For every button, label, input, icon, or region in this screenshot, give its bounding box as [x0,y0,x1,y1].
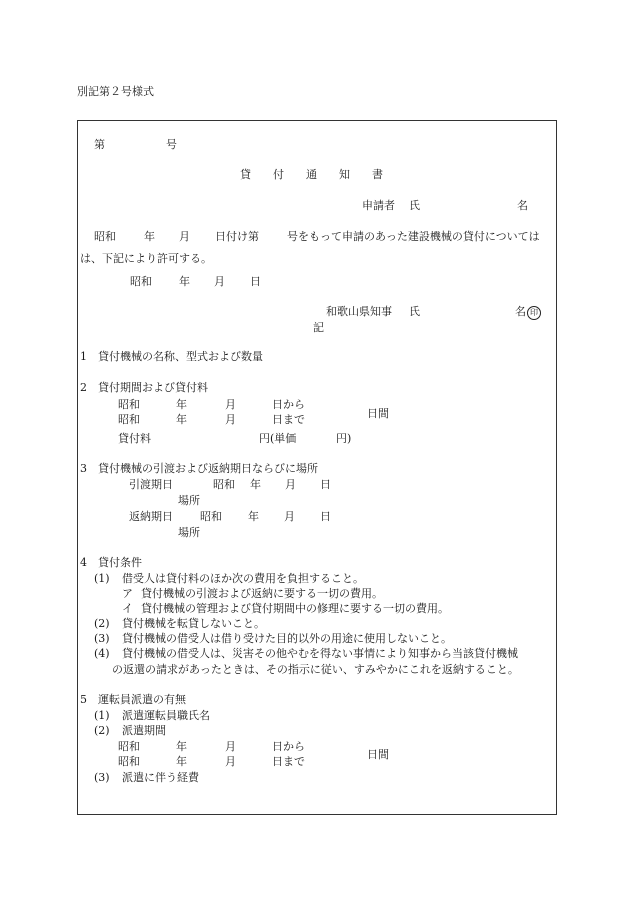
s2-from-suffix: 日から [272,398,305,411]
section-3-num: 3 [80,462,87,475]
s4-item-2-text: 貸付機械を転貸しないこと。 [122,617,265,630]
number-suffix: 号 [166,138,177,151]
s5-item-3-num: (3) [94,771,110,784]
s3-delivery-day: 日 [320,478,331,491]
intro-line2: は、下記により許可する。 [80,252,212,265]
s5-item-2-num: (2) [94,724,110,737]
s5-item-3-text: 派遣に伴う経費 [122,771,199,784]
intro-era: 昭和 [94,230,116,243]
section-4-num: 4 [80,556,87,569]
s4-item-a-text: 貸付機械の引渡および返納に要する一切の費用。 [141,587,383,600]
intro-month: 月 [179,230,190,243]
s2-fee-close: 円) [336,432,352,445]
s4-item-i-num: イ [122,602,133,615]
s4-item-2-num: (2) [94,617,110,630]
governor-shi: 氏 [409,305,420,318]
section-1-title: 貸付機械の名称、型式および数量 [98,350,263,363]
s4-item-4-num: (4) [94,647,110,660]
s3-return-label: 返納期日 [129,510,173,523]
issue-era: 昭和 [130,275,152,288]
s2-to-year: 年 [176,413,187,426]
applicant-label: 申請者 [362,199,395,212]
s5-item-1-num: (1) [94,709,110,722]
s5-item-2-text: 派遣期間 [122,724,166,737]
section-5-title: 運転員派遣の有無 [98,693,186,706]
section-2-title: 貸付期間および貸付料 [98,381,208,394]
intro-year: 年 [144,230,155,243]
s5-from-year: 年 [176,740,187,753]
issue-day: 日 [250,275,261,288]
s5-from-month: 月 [225,740,236,753]
s4-item-1-num: (1) [94,572,110,585]
s5-item-1-text: 派遣運転員職氏名 [122,709,210,722]
governor-title: 和歌山県知事 [326,305,392,318]
s3-return-month: 月 [284,510,295,523]
issue-month: 月 [214,275,225,288]
ki-heading: 記 [313,321,324,334]
section-1-num: 1 [80,350,87,363]
s3-return-place: 場所 [178,526,200,539]
s2-from-month: 月 [225,398,236,411]
s4-item-1-text: 借受人は貸付料のほか次の費用を負担すること。 [122,572,364,585]
s3-return-era: 昭和 [200,510,222,523]
seal-mark: 印 [527,306,541,320]
s5-to-month: 月 [225,755,236,768]
s2-fee-label: 貸付料 [118,432,151,445]
intro-text: 号をもって申請のあった建設機械の貸付については [287,230,540,243]
s5-days: 日間 [367,748,389,761]
section-4-title: 貸付条件 [98,556,142,569]
s4-item-a-num: ア [122,587,133,600]
s3-delivery-year: 年 [250,478,261,491]
s5-to-year: 年 [176,755,187,768]
governor-mei: 名 [515,305,526,318]
section-2-num: 2 [80,381,87,394]
s3-delivery-place: 場所 [178,494,200,507]
applicant-shi: 氏 [409,199,420,212]
s3-delivery-label: 引渡期日 [129,478,173,491]
s3-delivery-month: 月 [285,478,296,491]
s4-item-3-text: 貸付機械の借受人は借り受けた目的以外の用途に使用しないこと。 [122,632,452,645]
s3-delivery-era: 昭和 [213,478,235,491]
s5-from-era: 昭和 [118,740,140,753]
s4-item-i-text: 貸付機械の管理および貸付期間中の修理に要する一切の費用。 [141,602,449,615]
s3-return-year: 年 [248,510,259,523]
s5-to-suffix: 日まで [272,755,305,768]
number-prefix: 第 [94,138,105,151]
s2-to-era: 昭和 [118,413,140,426]
s2-from-year: 年 [176,398,187,411]
s5-from-suffix: 日から [272,740,305,753]
s2-fee-unit: 円(単価 [259,432,297,445]
s5-to-era: 昭和 [118,755,140,768]
s3-return-day: 日 [320,510,331,523]
form-label: 別記第２号様式 [77,85,154,98]
s2-days: 日間 [367,407,389,420]
issue-year: 年 [179,275,190,288]
s2-to-month: 月 [225,413,236,426]
section-5-num: 5 [80,693,87,706]
document-title: 貸 付 通 知 書 [240,168,383,181]
s4-item-3-num: (3) [94,632,110,645]
s4-item-4-text: 貸付機械の借受人は、災害その他やむを得ない事情により知事から当該貸付機械 [122,647,518,660]
applicant-mei: 名 [517,199,528,212]
s2-to-suffix: 日まで [272,413,305,426]
section-3-title: 貸付機械の引渡および返納期日ならびに場所 [98,462,318,475]
s4-item-4-cont: の返還の請求があったときは、その指示に従い、すみやかにこれを返納すること。 [112,663,519,676]
intro-day-part: 日付け第 [215,230,259,243]
s2-from-era: 昭和 [118,398,140,411]
